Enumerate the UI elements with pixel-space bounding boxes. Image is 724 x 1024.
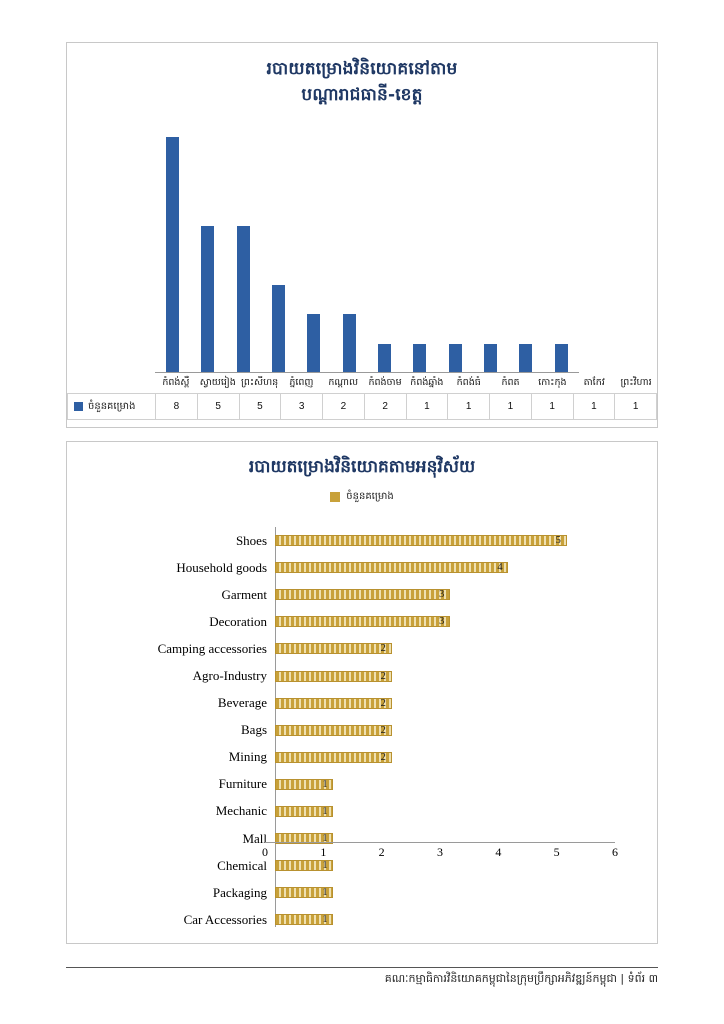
chart-2-bar-track: [275, 662, 625, 689]
chart-2-bar-track: [275, 798, 625, 825]
chart-1-bar: [449, 344, 462, 373]
chart-1-value-cell: 5: [197, 393, 239, 420]
chart-2-category-label: Mall: [242, 830, 267, 846]
chart-1-category-label: តាកែវ: [583, 377, 605, 388]
chart-2-bar-row: [77, 554, 647, 581]
chart-2-bar-value: 2: [380, 670, 386, 682]
chart-2-bar-track: [275, 690, 625, 717]
chart-1-category-label: ស្វាយរៀង: [199, 377, 236, 388]
chart-1-bar: [166, 137, 179, 373]
chart-1-category-label: កំពង់ឆ្នាំង: [410, 377, 444, 388]
chart-2-bar-value: 1: [322, 860, 328, 872]
chart-1-bar-column: [332, 108, 367, 373]
chart-2-category-label: Mechanic: [215, 803, 267, 819]
chart-1-value-cell: 1: [614, 393, 657, 420]
footer-caption: គណៈកម្មាធិការវិនិយោគកម្ពុជានៃក្រុមប្រឹក្សាអភិវឌ្ឍន៍កម្ពុជា | ទំព័រ ៣: [384, 972, 658, 985]
chart-2-category-label: Chemical: [217, 857, 267, 873]
chart-1-bar-column: [261, 108, 296, 373]
chart-2-bar-value: 2: [380, 697, 386, 709]
chart-2-bar-track: [275, 744, 625, 771]
legend-swatch-icon: [74, 402, 83, 411]
chart-2-plot-area: [77, 527, 647, 927]
chart-1-bar: [343, 314, 356, 373]
chart-1-category-label: កណ្តាល: [328, 377, 359, 388]
chart-2-bar-track: [275, 879, 625, 906]
chart-1-value-cell: 1: [406, 393, 448, 420]
chart-2-bar-row: [77, 662, 647, 689]
chart-2-bar-row: [77, 608, 647, 635]
chart-1-category-label: កំពត: [501, 377, 520, 388]
chart-1-bar: [555, 344, 568, 373]
chart-2-bar-track: [275, 635, 625, 662]
chart-1-value-cell: 5: [239, 393, 281, 420]
chart-1-bar: [484, 344, 497, 373]
chart-1-value-cell: 8: [155, 393, 197, 420]
chart-1-bar-column: [544, 108, 579, 373]
chart-2-category-label: Furniture: [218, 776, 267, 792]
chart-1-bar: [378, 344, 391, 373]
chart-1-bars: [155, 108, 579, 373]
chart-2-category-label: Packaging: [212, 884, 267, 900]
chart-1-title-line-1: របាយតម្រោងវិនិយោគនៅតាម: [266, 59, 458, 79]
footer-divider: [66, 967, 658, 968]
chart-1-title: [67, 43, 657, 108]
chart-2-bar-row: [77, 527, 647, 554]
chart-2-bar-row: [77, 690, 647, 717]
chart-1-value-cell: 3: [280, 393, 322, 420]
chart-2-bar-row: [77, 879, 647, 906]
chart-2-bar-value: 1: [322, 778, 328, 790]
chart-2-category-label: Camping accessories: [157, 640, 267, 656]
chart-2-x-tick: 1: [320, 845, 327, 859]
chart-2-bar-track: [275, 608, 625, 635]
chart-2-category-label: Garment: [221, 586, 267, 602]
chart-2-category-label: Bags: [241, 722, 267, 738]
chart-2-x-tick: 0: [262, 845, 268, 859]
chart-2-bar-row: [77, 771, 647, 798]
chart-1-value-cell: 2: [364, 393, 406, 420]
chart-2-category-label: Mining: [228, 749, 267, 765]
chart-2-bar: [275, 616, 450, 627]
chart-1-value-cell: 2: [322, 393, 364, 420]
chart-2-bar-track: [275, 906, 625, 933]
chart-2-bar-value: 2: [380, 751, 386, 763]
chart-2-x-axis: [262, 842, 618, 859]
chart-2-bar-value: 1: [322, 887, 328, 899]
chart-1-bar: [272, 285, 285, 373]
chart-2-title: របាយតម្រោងវិនិយោគតាមអនុវិស័យ: [248, 457, 476, 477]
chart-2-bar-row: [77, 798, 647, 825]
chart-2-bar-value: 3: [439, 589, 445, 601]
chart-2-bar-row: [77, 581, 647, 608]
chart-2-bar: [275, 752, 392, 763]
chart-1-plot-area: [155, 108, 579, 373]
chart-2-bar-row: [77, 717, 647, 744]
chart-2-bar-row: [77, 635, 647, 662]
chart-1-bar: [237, 226, 250, 373]
chart-2-x-tick: 3: [437, 845, 443, 859]
chart-2-category-label: Car Accessories: [183, 911, 267, 927]
chart-1-category-label: កំពង់ធំ: [456, 377, 481, 388]
chart-2-bar: [275, 725, 392, 736]
chart-1-category-label: កំពង់ស្ពឺ: [162, 377, 190, 388]
chart-1-bar-column: [226, 108, 261, 373]
chart-1-value-cell: 1: [573, 393, 615, 420]
chart-2-x-tick: 5: [553, 845, 560, 859]
chart-1-bar-column: [473, 108, 508, 373]
chart-1-bar: [413, 344, 426, 373]
chart-1-bar: [307, 314, 320, 373]
chart-2-bar-track: [275, 554, 625, 581]
chart-1-category-label: កំពង់ចាម: [368, 377, 402, 388]
chart-1-bar-column: [402, 108, 437, 373]
chart-2-bar: [275, 698, 392, 709]
chart-2-container: [66, 441, 658, 944]
chart-2-bar-track: [275, 771, 625, 798]
chart-2-bar-value: 1: [322, 805, 328, 817]
chart-2-bar-value: 2: [380, 724, 386, 736]
chart-2-bar-track: [275, 527, 625, 554]
chart-1-bar: [201, 226, 214, 373]
chart-2-category-label: Agro-Industry: [192, 668, 267, 684]
chart-1-value-cell: 1: [489, 393, 531, 420]
chart-1-value-cell: 1: [531, 393, 573, 420]
chart-2-bar-value: 2: [380, 643, 386, 655]
chart-2-bar-rows: [77, 527, 647, 933]
chart-1-bar-column: [438, 108, 473, 373]
chart-2-bar-track: [275, 581, 625, 608]
chart-2-bar: [275, 562, 508, 573]
chart-1-bar-column: [508, 108, 543, 373]
chart-2-bar-value: 3: [439, 616, 445, 628]
chart-1-legend-label: ចំនួនគម្រោង: [88, 401, 136, 412]
chart-1-bar: [519, 344, 532, 373]
chart-1-category-labels: [155, 373, 657, 393]
chart-1-category-label: ព្រះសីហនុ: [240, 377, 279, 388]
chart-1-bar-column: [190, 108, 225, 373]
chart-2-x-tick: 4: [495, 845, 502, 859]
chart-2-x-tick: 2: [378, 845, 385, 859]
chart-2-bar: [275, 589, 450, 600]
chart-2-legend: [67, 489, 657, 504]
chart-2-x-tick: 6: [612, 845, 618, 859]
chart-2-legend-label: ចំនួនគម្រោង: [346, 491, 394, 502]
chart-1-value-row: [155, 393, 657, 420]
chart-2-x-tick-labels: [262, 843, 618, 859]
chart-1-bar-column: [155, 108, 190, 373]
chart-2-category-label: Household goods: [176, 559, 267, 575]
chart-2-bar-track: [275, 717, 625, 744]
chart-2-bar-value: 5: [555, 535, 561, 547]
chart-2-bar: [275, 671, 392, 682]
chart-1-bar-column: [367, 108, 402, 373]
chart-1-bar-column: [296, 108, 331, 373]
chart-1-data-table: [67, 393, 657, 420]
chart-1-value-cell: 1: [447, 393, 489, 420]
chart-2-bar: [275, 643, 392, 654]
chart-2-bar-value: 1: [322, 914, 328, 926]
chart-1-category-label: ភ្នំពេញ: [289, 377, 314, 388]
chart-2-category-label: Decoration: [209, 613, 267, 629]
chart-1-category-label: កោះកុង: [538, 377, 567, 388]
chart-2-bar-row: [77, 906, 647, 933]
chart-2-bar-value: 4: [497, 562, 503, 574]
chart-2-bar-value: 1: [322, 833, 328, 845]
chart-2-bar-row: [77, 744, 647, 771]
chart-1-title-line-2: បណ្តារាជធានី-ខេត្ត: [301, 84, 423, 105]
chart-2-bar: [275, 535, 567, 546]
legend-swatch-icon: [330, 492, 340, 502]
chart-2-category-label: Shoes: [235, 532, 267, 548]
chart-1-legend: [67, 393, 155, 420]
chart-2-category-label: Beverage: [217, 695, 267, 711]
chart-1-category-label: ព្រះវិហារ: [620, 377, 652, 388]
